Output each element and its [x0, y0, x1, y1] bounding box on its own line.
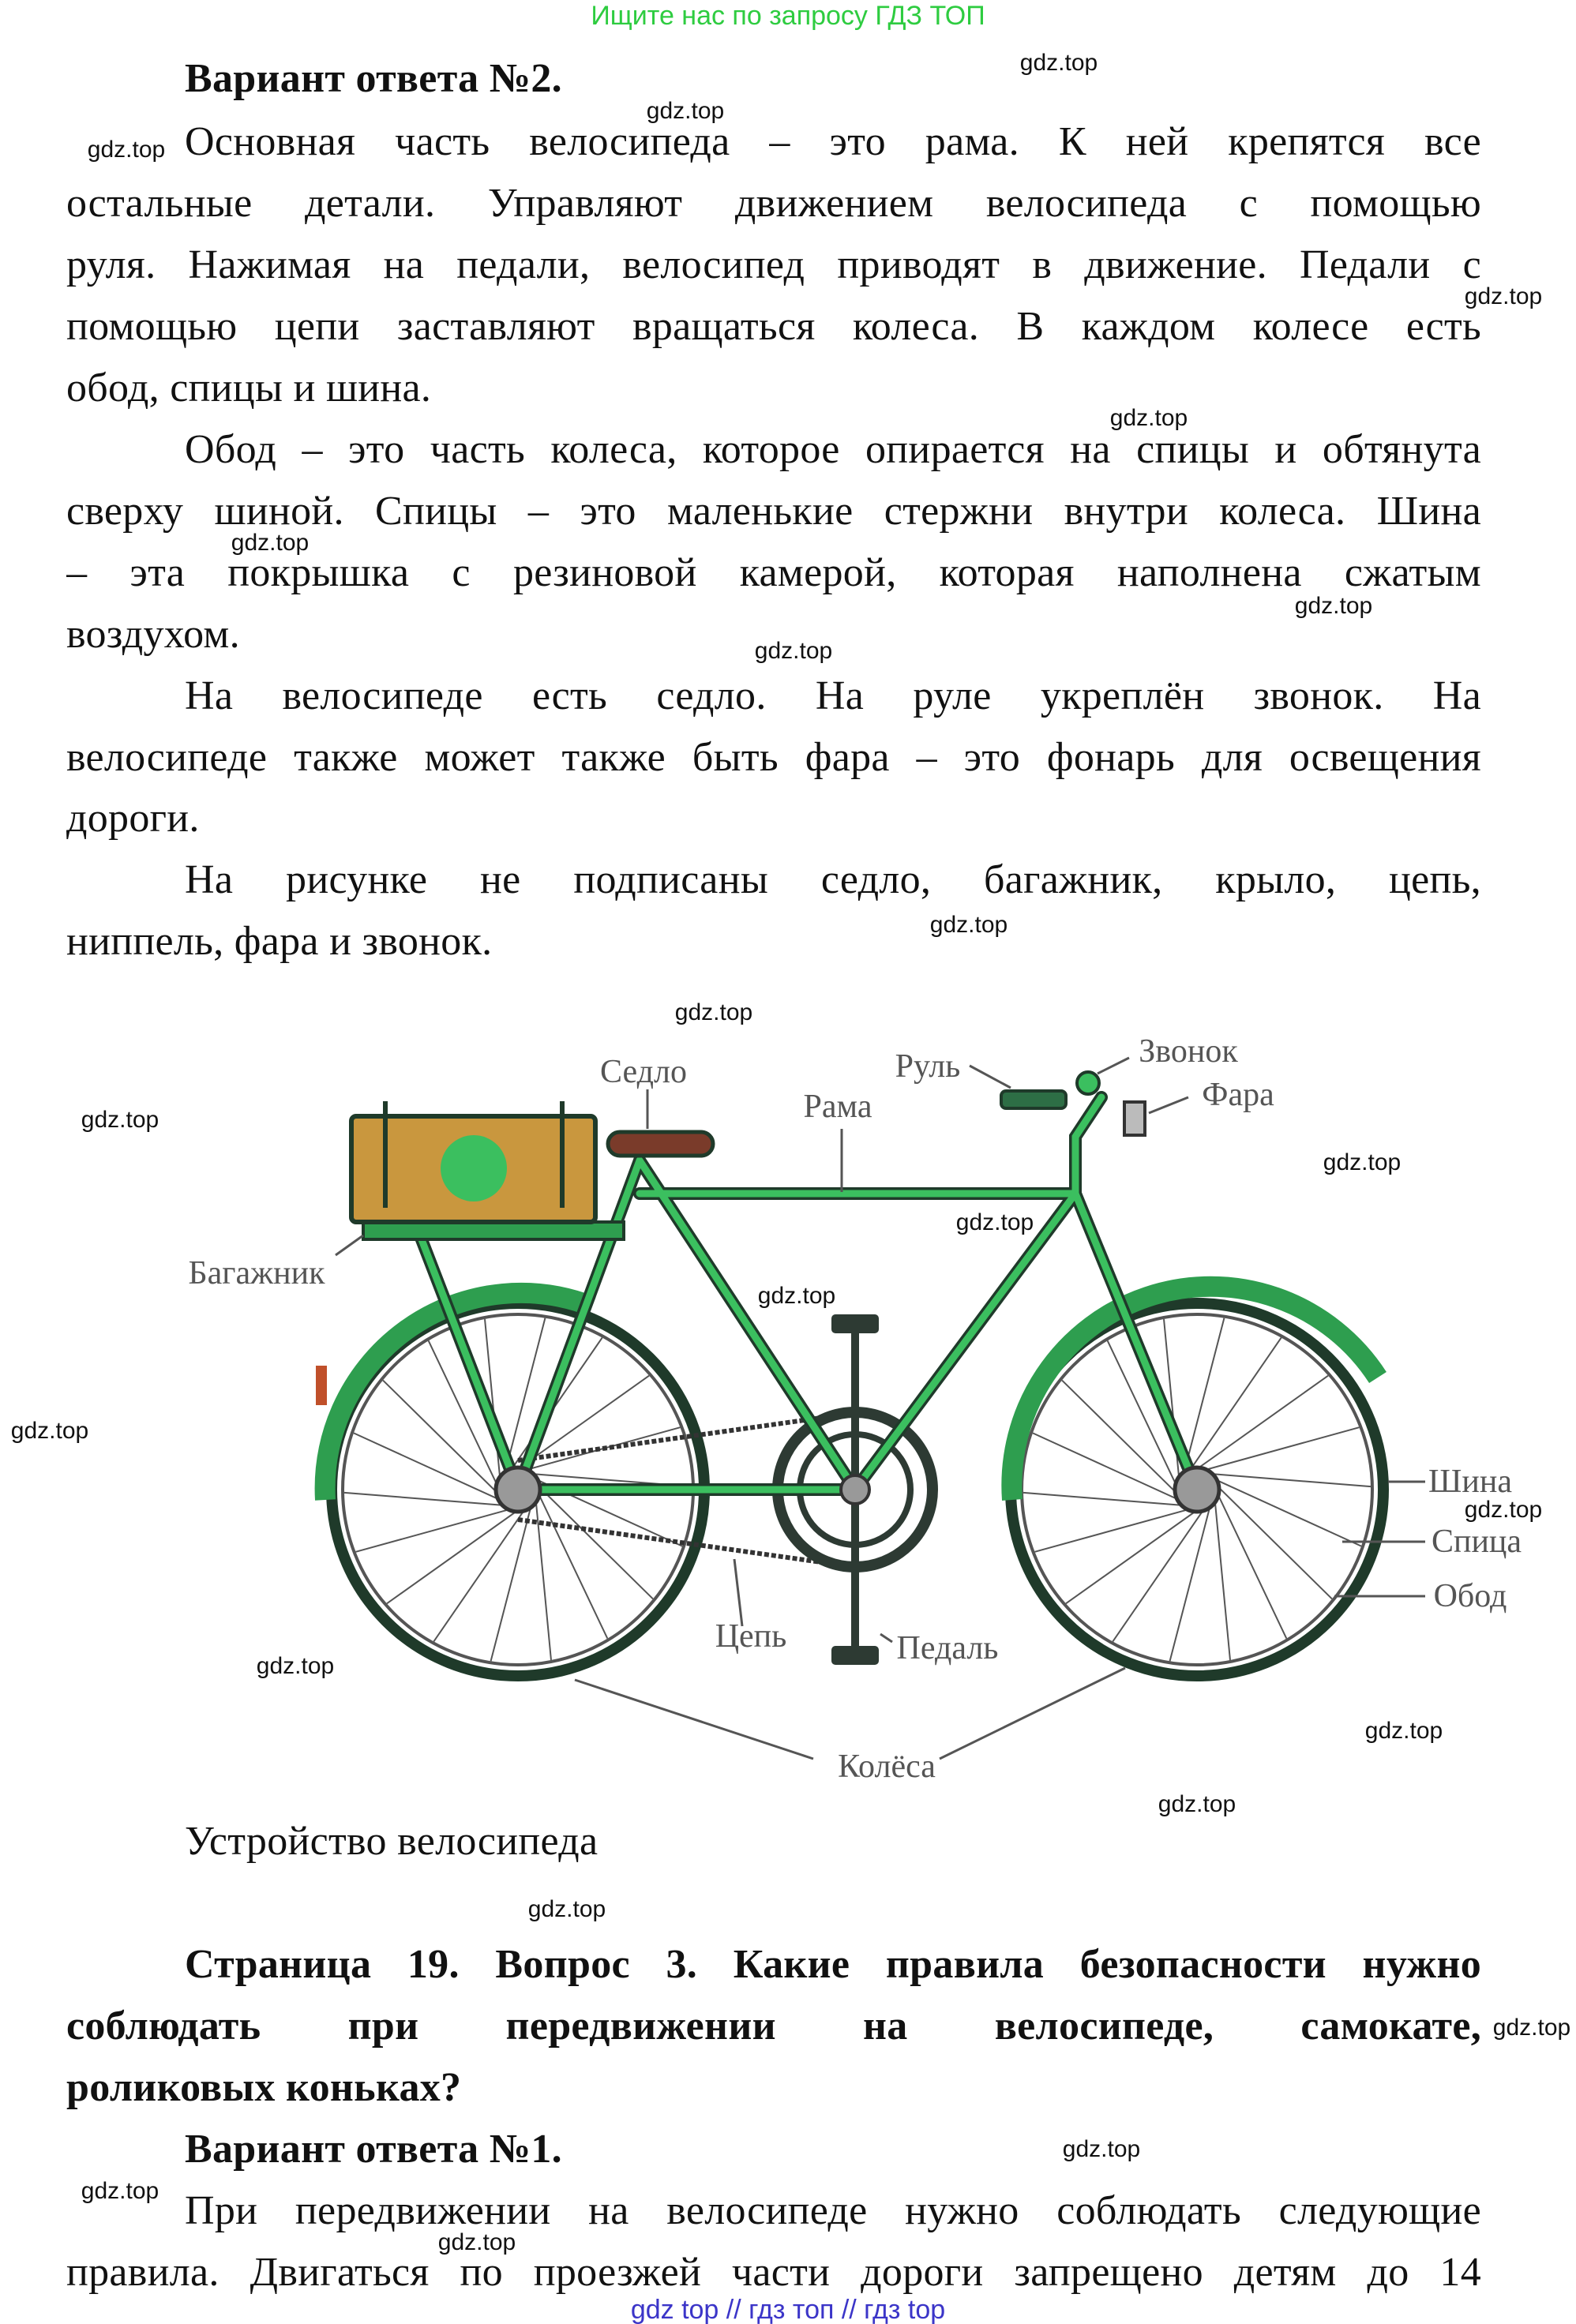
label-bell: Звонок	[1139, 1033, 1238, 1070]
answer-heading: Вариант ответа №1.	[185, 2127, 562, 2172]
watermark: gdz.top	[674, 999, 753, 1025]
spoke	[1170, 1490, 1214, 1661]
paragraph-line: ниппель, фара и звонок.	[66, 919, 493, 964]
question-line: роликовых коньках?	[66, 2065, 462, 2110]
spoke	[531, 1479, 607, 1639]
search-banner[interactable]: Ищите нас по запросу ГДЗ ТОП	[591, 1, 985, 31]
spoke	[491, 1490, 535, 1661]
watermark: gdz.top	[1019, 50, 1098, 76]
paragraph-line: сверху шиной. Спицы – это маленькие стержни внутри колеса. Шина	[66, 489, 1481, 534]
spoke	[1214, 1483, 1230, 1659]
paragraph-line: помощью цепи заставляют вращаться колеса. В каждом колесе есть	[66, 304, 1481, 349]
label-wheels: Колёса	[838, 1749, 936, 1785]
label-tire: Шина	[1428, 1464, 1512, 1500]
pedal-bottom	[831, 1646, 879, 1665]
watermark: gdz.top	[1109, 405, 1188, 431]
spoke	[1210, 1479, 1286, 1639]
watermark: gdz.top	[1158, 1791, 1236, 1817]
watermark: gdz.top	[256, 1653, 335, 1679]
answer-heading: Вариант ответа №2.	[185, 56, 562, 101]
question-line: соблюдать при передвижении на велосипеде, самокате,	[66, 2004, 1481, 2048]
bell	[1077, 1072, 1099, 1094]
watermark: gdz.top	[646, 98, 725, 124]
watermark: gdz.top	[955, 1209, 1034, 1235]
rack	[363, 1222, 624, 1239]
watermark: gdz.top	[757, 1283, 836, 1309]
watermark: gdz.top	[437, 2229, 516, 2255]
front-hub	[1175, 1467, 1219, 1512]
spoke	[1180, 1338, 1281, 1484]
watermark: gdz.top	[87, 137, 166, 163]
label-frame: Рама	[803, 1089, 872, 1125]
handlebar-grip	[1001, 1091, 1066, 1108]
watermark: gdz.top	[754, 638, 833, 664]
paragraph-line: руля. Нажимая на педали, велосипед приводят в движение. Педали с	[66, 242, 1481, 287]
spoke	[1113, 1496, 1213, 1642]
paragraph-line: Обод – это часть колеса, которое опирается на спицы и обтянута	[185, 427, 1481, 472]
question-line: Страница 19. Вопрос 3. Какие правила безопасности нужно	[185, 1942, 1481, 1987]
label-handlebar: Руль	[895, 1048, 961, 1085]
watermark: gdz.top	[1492, 2015, 1571, 2041]
label-chain: Цепь	[715, 1618, 787, 1655]
paragraph-line: велосипеде также может также быть фара – это фонарь для освещения	[66, 735, 1481, 780]
label-rack: Багажник	[188, 1255, 325, 1291]
watermark: gdz.top	[1294, 593, 1373, 619]
paragraph-line: – эта покрышка с резиновой камерой, которая наполнена сжатым	[66, 550, 1481, 595]
paragraph-line: На велосипеде есть седло. На руле укреплён звонок. На	[185, 673, 1481, 718]
spoke	[535, 1483, 551, 1659]
spoke	[383, 1381, 509, 1505]
watermark: gdz.top	[1464, 1497, 1543, 1523]
label-pedal: Педаль	[896, 1630, 999, 1666]
watermark: gdz.top	[81, 1107, 159, 1133]
label-saddle: Седло	[600, 1054, 687, 1090]
paragraph-line: На рисунке не подписаны седло, багажник, крыло, цепь,	[185, 857, 1481, 902]
paragraph-line: Основная часть велосипеда – это рама. К ней крепятся все	[185, 119, 1481, 164]
label-headlight: Фара	[1202, 1077, 1274, 1113]
watermark: gdz.top	[1364, 1718, 1443, 1744]
paragraph-line: остальные детали. Управляют движением велосипеда с помощью	[66, 181, 1481, 226]
paragraph-line: дороги.	[66, 796, 200, 841]
watermark: gdz.top	[1464, 283, 1543, 309]
paragraph-line: правила. Двигаться по проезжей части дороги запрещено детям до 14	[66, 2250, 1481, 2295]
label-rim: Обод	[1433, 1578, 1507, 1614]
label-spoke: Спица	[1431, 1524, 1522, 1560]
rear-reflector	[316, 1366, 327, 1405]
watermark: gdz.top	[1323, 1149, 1402, 1175]
paragraph-line: При передвижении на велосипеде нужно соблюдать следующие	[185, 2188, 1481, 2233]
footer-links[interactable]: gdz top // гдз топ // гдз top	[630, 2295, 946, 2324]
watermark: gdz.top	[527, 1896, 606, 1922]
watermark: gdz.top	[81, 2178, 159, 2204]
box-logo	[441, 1135, 507, 1201]
watermark: gdz.top	[1062, 2136, 1141, 2162]
pedal-top	[831, 1314, 879, 1333]
spoke	[1062, 1381, 1188, 1505]
paragraph-line: обод, спицы и шина.	[66, 365, 432, 410]
headlight	[1124, 1102, 1145, 1135]
saddle	[608, 1132, 713, 1156]
spoke	[1206, 1475, 1332, 1599]
watermark: gdz.top	[10, 1418, 89, 1444]
watermark: gdz.top	[231, 530, 310, 556]
paragraph-line: воздухом.	[66, 612, 240, 657]
rear-hub	[496, 1467, 540, 1512]
figure-caption: Устройство велосипеда	[185, 1819, 599, 1864]
watermark: gdz.top	[929, 912, 1008, 938]
